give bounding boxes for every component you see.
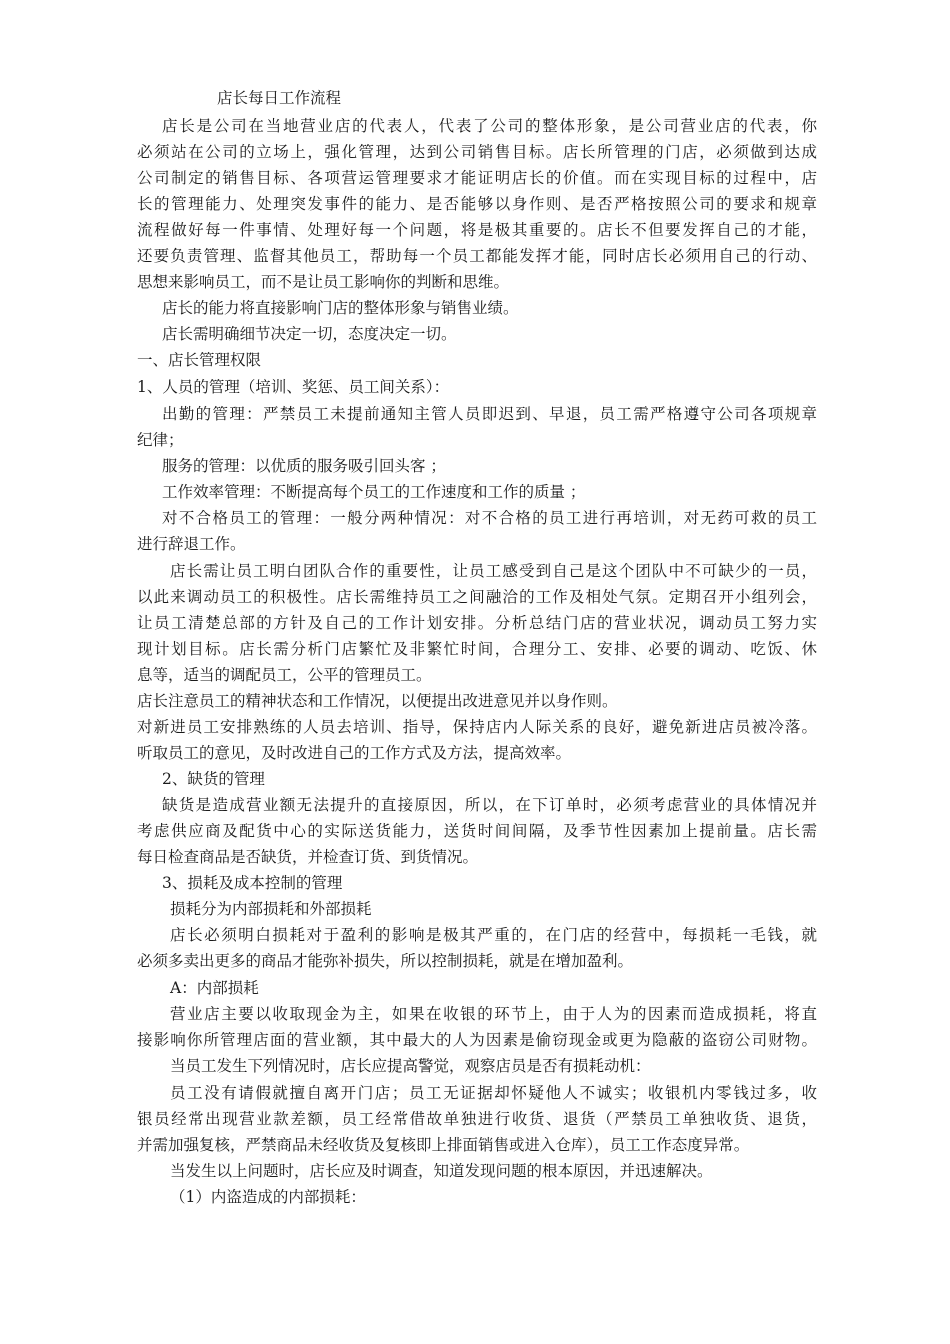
section-heading: 一、店长管理权限 xyxy=(137,351,262,369)
text-line: 以此来调动员工的积极性。店长需维持员工之间融洽的工作及相处气氛。定期召开小组列会， xyxy=(137,588,817,606)
text-line: 出勤的管理：严禁员工未提前通知主管人员即迟到、早退，员工需严格遵守公司各项规章 xyxy=(162,405,817,423)
text-line: 现计划目标。店长需分析门店繁忙及非繁忙时间，合理分工、安排、必要的调动、吃饭、休 xyxy=(137,640,817,658)
text-line: 进行辞退工作。 xyxy=(137,535,246,553)
text-line: 并需加强复核，严禁商品未经收货及复核即上排面销售或进入仓库），员工工作态度异常。 xyxy=(137,1136,750,1154)
text-line: 考虑供应商及配货中心的实际送货能力，送货时间间隔，及季节性因素加上提前量。店长需 xyxy=(137,822,817,840)
text-line: 还要负责管理、监督其他员工，帮助每一个员工都能发挥才能，同时店长必须用自己的行动、 xyxy=(137,247,817,265)
text-line: 店长需明确细节决定一切，态度决定一切。 xyxy=(162,325,457,343)
text-line: 店长注意员工的精神状态和工作情况，以便提出改进意见并以身作则。 xyxy=(137,692,618,710)
text-line: 员工没有请假就擅自离开门店；员工无证据却怀疑他人不诚实；收银机内零钱过多，收 xyxy=(170,1084,817,1102)
text-line: 店长是公司在当地营业店的代表人，代表了公司的整体形象，是公司营业店的代表，你 xyxy=(162,117,817,135)
subsection-heading: 1、人员的管理（培训、奖惩、员工间关系）： xyxy=(137,378,450,396)
text-line: 工作效率管理：不断提高每个员工的工作速度和工作的质量 ； xyxy=(162,483,586,501)
text-line: 必须站在公司的立场上，强化管理，达到公司销售目标。店长所管理的门店，必须做到达成 xyxy=(137,143,817,161)
text-line: 每日检查商品是否缺货，并检查订货、到货情况。 xyxy=(137,848,479,866)
text-line: 店长必须明白损耗对于盈利的影响是极其严重的，在门店的经营中，每损耗一毛钱，就 xyxy=(170,926,817,944)
text-line: 店长的能力将直接影响门店的整体形象与销售业绩。 xyxy=(162,299,519,317)
text-line: 当员工发生下列情况时，店长应提高警觉，观察店员是否有损耗动机： xyxy=(170,1057,651,1075)
text-line: 服务的管理：以优质的服务吸引回头客 ； xyxy=(162,457,446,475)
text-line: 银员经常出现营业款差额，员工经常借故单独进行收货、退货（严禁员工单独收货、退货， xyxy=(137,1110,817,1128)
text-line: 店长需让员工明白团队合作的重要性，让员工感受到自己是这个团队中不可缺少的一员， xyxy=(170,562,817,580)
text-line: 对不合格员工的管理：一般分两种情况：对不合格的员工进行再培训，对无药可救的员工 xyxy=(162,509,817,527)
subsection-heading: （1）内盗造成的内部损耗： xyxy=(170,1188,366,1206)
subsection-heading: A：内部损耗 xyxy=(170,979,259,997)
text-line: 必须多卖出更多的商品才能弥补损失，所以控制损耗，就是在增加盈利。 xyxy=(137,952,634,970)
text-line: 听取员工的意见，及时改进自己的工作方式及方法，提高效率。 xyxy=(137,744,572,762)
text-line: 接影响你所管理店面的营业额，其中最大的人为因素是偷窃现金或更为隐蔽的盗窃公司财物。 xyxy=(137,1031,817,1049)
text-line: 让员工清楚总部的方针及自己的工作计划安排。分析总结门店的营业状况，调动员工努力实 xyxy=(137,614,817,632)
text-line: 公司制定的销售目标、各项营运管理要求才能证明店长的价值。而在实现目标的过程中，店 xyxy=(137,169,817,187)
text-line: 对新进员工安排熟练的人员去培训、指导，保持店内人际关系的良好，避免新进店员被冷落。 xyxy=(137,718,817,736)
text-line: 营业店主要以收取现金为主，如果在收银的环节上，由于人为的因素而造成损耗，将直 xyxy=(170,1005,817,1023)
text-line: 流程做好每一件事情、处理好每一个问题，将是极其重要的。店长不但要发挥自己的才能， xyxy=(137,221,817,239)
text-line: 损耗分为内部损耗和外部损耗 xyxy=(170,900,372,918)
text-line: 当发生以上问题时，店长应及时调查，知道发现问题的根本原因，并迅速解决。 xyxy=(170,1162,713,1180)
document-title: 店长每日工作流程 xyxy=(217,89,342,107)
text-line: 缺货是造成营业额无法提升的直接原因，所以，在下订单时，必须考虑营业的具体情况并 xyxy=(162,796,817,814)
text-line: 长的管理能力、处理突发事件的能力、是否能够以身作则、是否严格按照公司的要求和规章 xyxy=(137,195,817,213)
text-line: 纪律； xyxy=(137,431,184,449)
text-line: 息等，适当的调配员工，公平的管理员工。 xyxy=(137,666,432,684)
text-line: 思想来影响员工，而不是让员工影响你的判断和思维。 xyxy=(137,273,510,291)
subsection-heading: 2、缺货的管理 xyxy=(162,770,265,788)
subsection-heading: 3、损耗及成本控制的管理 xyxy=(162,874,343,892)
